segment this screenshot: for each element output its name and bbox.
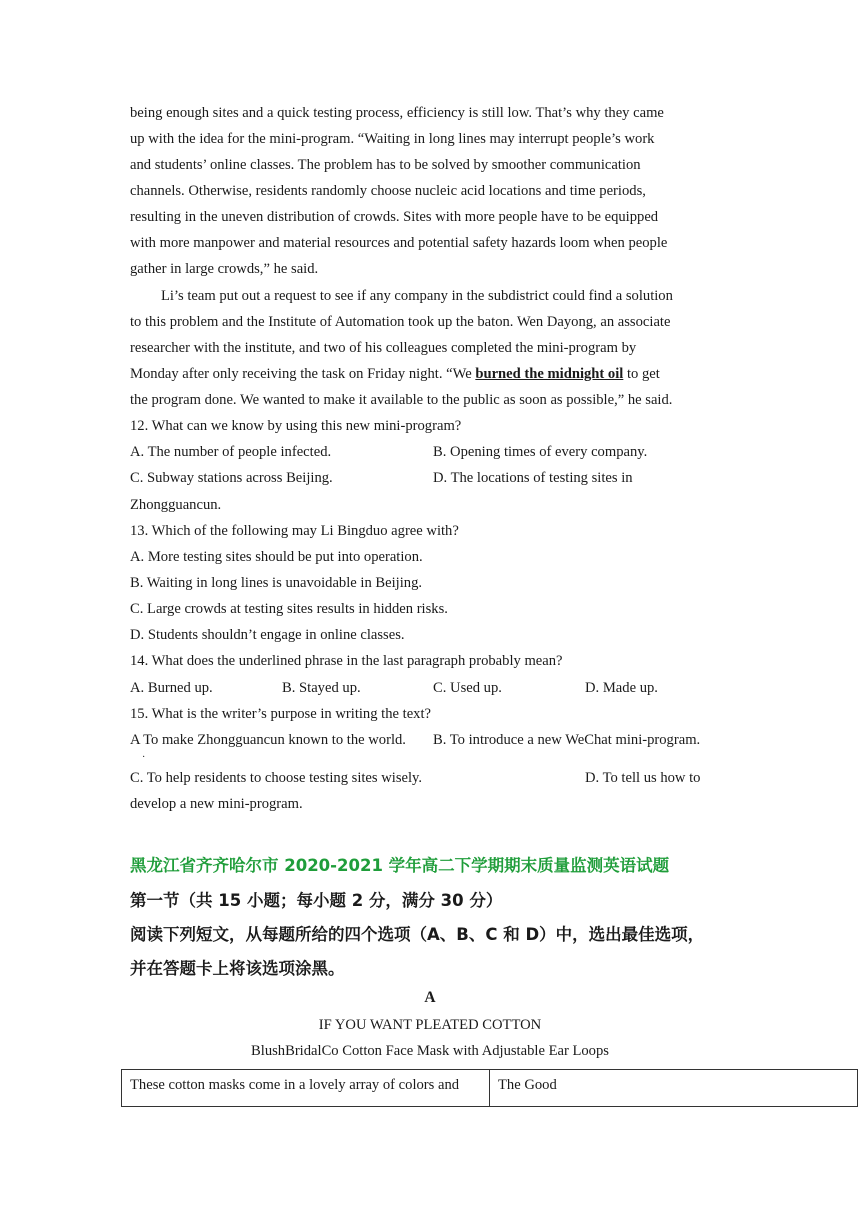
question-12-stem: 12. What can we know by using this new mini-program? <box>130 418 462 434</box>
passage-line <box>130 365 660 383</box>
stray-dot: · <box>142 752 146 763</box>
passage-line: Li’s team put out a request to see if any company in the subdistrict could find a solution <box>161 288 673 304</box>
passage-line: resulting in the uneven distribution of crowds. Sites with more people have to be equipped <box>130 209 659 225</box>
passage-text: to get <box>623 366 660 382</box>
article-subheading: BlushBridalCo Cotton Face Mask with Adjustable Ear Loops <box>251 1043 609 1059</box>
passage-line: and students’ online classes. The problem has to be solved by smoother communication <box>130 157 641 173</box>
product-table <box>121 1069 858 1107</box>
q12-option-a: A. The number of people infected. <box>130 444 332 460</box>
q12-option-d: D. The locations of testing sites in <box>433 470 633 486</box>
instruction-line: 阅读下列短文，从每题所给的四个选项（A、B、C 和 D）中，选出最佳选项， <box>130 925 705 944</box>
q14-option-c: C. Used up. <box>433 680 502 696</box>
q12-option-c: C. Subway stations across Beijing. <box>130 470 333 486</box>
q13-option-c: C. Large crowds at testing sites results in hidden risks. <box>130 601 448 617</box>
q13-option-b: B. Waiting in long lines is unavoidable in Beijing. <box>130 575 423 591</box>
passage-line: the program done. We wanted to make it available to the public as soon as possible,” he said. <box>130 392 673 408</box>
passage-line: being enough sites and a quick testing process, efficiency is still low. That’s why they came <box>130 105 664 121</box>
question-15-stem: 15. What is the writer’s purpose in writing the text? <box>130 706 432 722</box>
instruction-line: 并在答题卡上将该选项涂黑。 <box>130 959 345 978</box>
table-cell-the-good: The Good <box>498 1077 557 1093</box>
q14-option-a: A. Burned up. <box>130 680 213 696</box>
q14-option-b: B. Stayed up. <box>282 680 361 696</box>
article-heading: IF YOU WANT PLEATED COTTON <box>318 1017 542 1033</box>
passage-line: gather in large crowds,” he said. <box>130 261 319 277</box>
passage-line: researcher with the institute, and two of his colleagues completed the mini-program by <box>130 340 637 356</box>
q15-option-c: C. To help residents to choose testing sites wisely. <box>130 770 423 786</box>
q12-option-d-cont: Zhongguancun. <box>130 497 222 513</box>
passage-line: channels. Otherwise, residents randomly choose nucleic acid locations and time periods, <box>130 183 646 199</box>
q15-option-d: D. To tell us how to <box>585 770 701 786</box>
q14-option-d: D. Made up. <box>585 680 658 696</box>
underlined-phrase: burned the midnight oil <box>475 366 624 382</box>
q15-option-b: B. To introduce a new WeChat mini-program. <box>433 732 701 748</box>
q13-option-a: A. More testing sites should be put into operation. <box>130 549 423 565</box>
q15-option-d-cont: develop a new mini-program. <box>130 796 303 812</box>
q13-option-d: D. Students shouldn’t engage in online classes. <box>130 627 405 643</box>
passage-letter: A <box>424 989 436 1006</box>
passage-line: to this problem and the Institute of Automation took up the baton. Wen Dayong, an associate <box>130 314 671 330</box>
exam-title: 黑龙江省齐齐哈尔市 2020-2021 学年高二下学期期末质量监测英语试题 <box>130 856 670 875</box>
passage-line: with more manpower and material resources and potential safety hazards loom when people <box>130 235 668 251</box>
passage-line: up with the idea for the mini-program. “Waiting in long lines may interrupt people’s work <box>130 131 655 147</box>
q12-option-b: B. Opening times of every company. <box>433 444 648 460</box>
table-cell-description: These cotton masks come in a lovely array of colors and <box>122 1070 490 1106</box>
question-13-stem: 13. Which of the following may Li Bingduo agree with? <box>130 523 459 539</box>
passage-text: Monday after only receiving the task on Friday night. “We <box>130 366 476 382</box>
question-14-stem: 14. What does the underlined phrase in the last paragraph probably mean? <box>130 653 563 669</box>
part-heading: 第一节（共 15 小题；每小题 2 分，满分 30 分） <box>130 891 503 910</box>
q15-option-a: A To make Zhongguancun known to the world. <box>130 732 406 748</box>
